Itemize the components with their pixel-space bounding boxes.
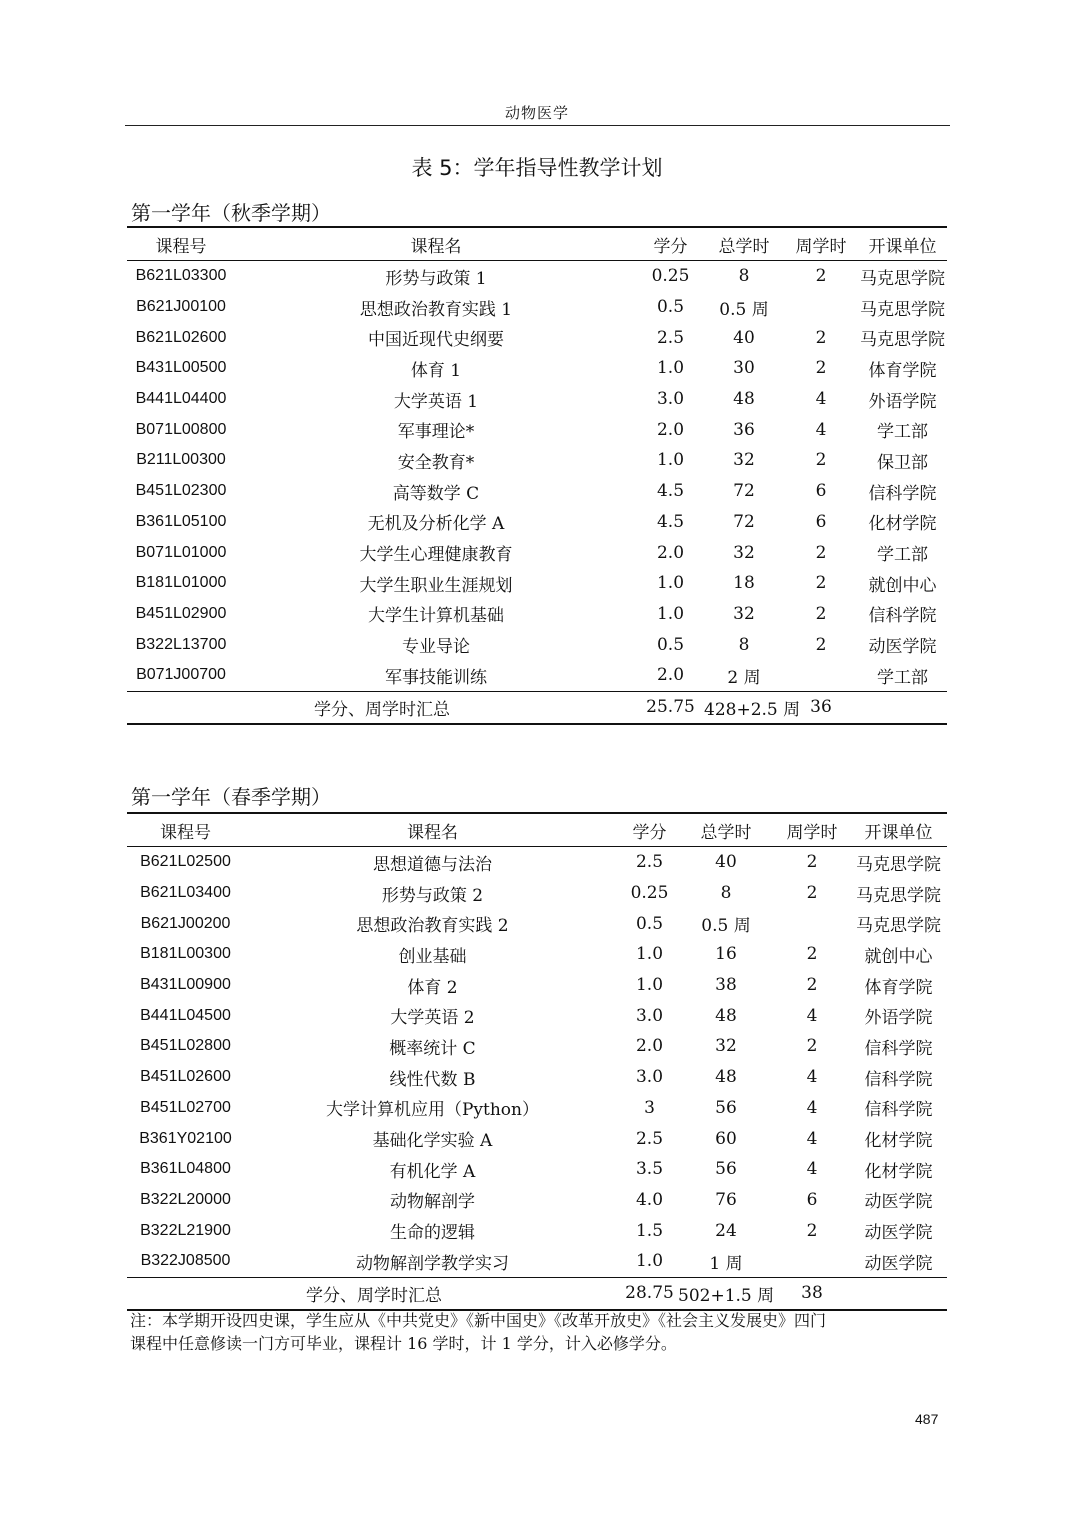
department-cell: 就创中心 — [864, 946, 933, 967]
course-code-cell: B431L00900 — [140, 976, 231, 994]
total-hours-cell: 72 — [733, 511, 755, 532]
page-number: 487 — [915, 1411, 939, 1427]
course-name-cell: 体育 2 — [407, 977, 458, 998]
course-name-cell: 思想政治教育实践 1 — [359, 299, 513, 320]
department-cell: 马克思学院 — [860, 299, 945, 320]
credits-cell: 1.0 — [656, 450, 685, 471]
column-header-credits: 学分 — [653, 236, 688, 257]
total-hours-cell: 32 — [733, 542, 755, 563]
credits-cell: 0.25 — [630, 883, 669, 904]
course-name-cell: 基础化学实验 A — [372, 1131, 493, 1152]
course-name-cell: 无机及分析化学 A — [367, 514, 505, 535]
header-rule — [125, 125, 950, 126]
column-header-department: 开课单位 — [868, 236, 937, 257]
table-row — [127, 322, 947, 353]
table-row — [127, 1093, 947, 1124]
department-cell: 化材学院 — [864, 1161, 933, 1182]
course-code-cell: B322L21900 — [140, 1221, 231, 1239]
course-code-cell: B451L02700 — [140, 1098, 231, 1116]
department-cell: 马克思学院 — [856, 885, 941, 906]
course-code-cell: B621J00100 — [136, 298, 226, 316]
course-name-cell: 军事理论* — [397, 422, 475, 443]
course-code-cell: B451L02300 — [135, 482, 227, 500]
department-cell: 马克思学院 — [856, 854, 941, 875]
weekly-hours-cell: 6 — [815, 481, 827, 502]
course-name-cell: 创业基础 — [398, 946, 467, 967]
table-body — [127, 847, 947, 1278]
column-header-department: 开课单位 — [864, 822, 933, 843]
department-cell: 信科学院 — [868, 606, 937, 627]
weekly-hours-cell: 2 — [815, 266, 827, 287]
course-code-cell: B322L20000 — [140, 1190, 231, 1208]
department-cell: 化材学院 — [868, 514, 937, 535]
credits-cell: 3.0 — [635, 1067, 664, 1088]
table-row — [127, 599, 947, 630]
total-hours-cell: 18 — [733, 573, 755, 594]
course-code-cell: B071L01000 — [135, 543, 227, 561]
column-header-course-code: 课程号 — [155, 236, 207, 257]
total-label: 学分、周学时汇总 — [314, 699, 450, 720]
course-code-cell: B322J08500 — [140, 1252, 231, 1270]
course-name-cell: 大学英语 1 — [393, 391, 479, 412]
table-header-row — [127, 813, 947, 847]
total-hours-cell: 40 — [733, 327, 755, 348]
weekly-hours-cell: 2 — [815, 450, 827, 471]
credits-cell: 2.0 — [656, 665, 685, 686]
course-name-cell: 高等数学 C — [392, 483, 480, 504]
credits-cell: 0.5 — [656, 634, 685, 655]
course-code-cell: B621L02600 — [135, 328, 227, 346]
credits-cell: 1.5 — [635, 1220, 664, 1241]
course-code-cell: B322L13700 — [135, 635, 227, 653]
total-hours-cell: 32 — [715, 1036, 737, 1057]
table-row — [127, 445, 947, 476]
column-header-course-name: 课程名 — [410, 236, 462, 257]
total-hours-cell: 56 — [715, 1097, 737, 1118]
weekly-hours-cell: 2 — [815, 327, 827, 348]
total-hours-cell: 38 — [715, 975, 737, 996]
weekly-hours-cell: 2 — [806, 1036, 818, 1057]
footnote-line: 注：本学期开设四史课，学生应从《中共党史》《新中国史》《改革开放史》《社会主义发展史》四门 — [130, 1311, 827, 1330]
table-row — [127, 1062, 947, 1093]
total-hours-cell: 72 — [733, 481, 755, 502]
total-credits: 28.75 — [625, 1283, 674, 1304]
weekly-hours-cell: 4 — [806, 1005, 818, 1026]
department-cell: 化材学院 — [864, 1131, 933, 1152]
department-cell: 动医学院 — [864, 1223, 933, 1244]
course-code-cell: B181L00300 — [140, 945, 231, 963]
document-title: 表 5：学年指导性教学计划 — [411, 156, 663, 180]
weekly-hours-cell: 4 — [806, 1097, 818, 1118]
course-name-cell: 线性代数 B — [389, 1069, 476, 1090]
table-row — [127, 847, 947, 878]
weekly-hours-cell: 4 — [806, 1128, 818, 1149]
department-cell: 马克思学院 — [860, 268, 945, 289]
column-header-course-name: 课程名 — [407, 822, 458, 843]
weekly-hours-cell: 2 — [806, 883, 818, 904]
weekly-hours-cell: 2 — [815, 542, 827, 563]
total-credits: 25.75 — [646, 697, 695, 718]
weekly-hours-cell: 4 — [815, 389, 827, 410]
credits-cell: 4.5 — [656, 481, 685, 502]
total-weekly-hours: 36 — [810, 697, 832, 718]
weekly-hours-cell: 2 — [806, 1220, 818, 1241]
table-row — [127, 878, 947, 909]
department-cell: 动医学院 — [868, 637, 937, 658]
department-cell: 马克思学院 — [860, 330, 945, 351]
credits-cell: 4.0 — [635, 1189, 664, 1210]
department-cell: 动医学院 — [864, 1192, 933, 1213]
running-header: 动物医学 — [504, 104, 569, 122]
course-table-spring — [127, 812, 947, 1311]
department-cell: 动医学院 — [864, 1253, 933, 1274]
total-weekly-hours: 38 — [801, 1283, 823, 1304]
total-hours: 502+1.5 周 — [678, 1285, 775, 1306]
credits-cell: 4.5 — [656, 511, 685, 532]
total-row — [127, 691, 947, 724]
credits-cell: 1.0 — [656, 573, 685, 594]
column-header-weekly-hours: 周学时 — [786, 822, 838, 843]
table-row — [127, 629, 947, 660]
course-code-cell: B361Y02100 — [139, 1129, 232, 1147]
course-code-cell: B071L00800 — [135, 420, 227, 438]
total-hours-cell: 8 — [738, 634, 750, 655]
column-header-weekly-hours: 周学时 — [795, 236, 847, 257]
weekly-hours-cell: 2 — [806, 852, 818, 873]
course-code-cell: B071J00700 — [136, 666, 226, 684]
table-row — [127, 1246, 947, 1277]
course-name-cell: 中国近现代史纲要 — [368, 330, 504, 351]
weekly-hours-cell: 2 — [815, 634, 827, 655]
table-header-row — [127, 227, 947, 261]
department-cell: 体育学院 — [868, 360, 937, 381]
course-code-cell: B441L04500 — [140, 1006, 231, 1024]
department-cell: 信科学院 — [868, 483, 937, 504]
credits-cell: 3 — [644, 1097, 655, 1118]
course-code-cell: B621L02500 — [140, 853, 231, 871]
total-hours-cell: 8 — [720, 883, 732, 904]
department-cell: 保卫部 — [877, 452, 928, 473]
total-hours-cell: 56 — [715, 1159, 737, 1180]
weekly-hours-cell: 4 — [806, 1159, 818, 1180]
total-hours-cell: 1 周 — [709, 1253, 743, 1274]
table-row — [127, 537, 947, 568]
weekly-hours-cell: 6 — [815, 511, 827, 532]
credits-cell: 2.5 — [635, 852, 664, 873]
table-row — [127, 1123, 947, 1154]
course-name-cell: 形势与政策 2 — [381, 885, 484, 906]
course-code-cell: B621L03400 — [140, 884, 231, 902]
course-name-cell: 大学生职业生涯规划 — [359, 575, 513, 596]
course-table-autumn — [127, 226, 947, 725]
table-row — [127, 1185, 947, 1216]
course-name-cell: 大学生心理健康教育 — [359, 545, 513, 566]
table-row — [127, 1215, 947, 1246]
department-cell: 学工部 — [877, 545, 928, 566]
total-hours-cell: 60 — [715, 1128, 737, 1149]
department-cell: 学工部 — [877, 422, 928, 443]
table-row — [127, 970, 947, 1001]
credits-cell: 2.0 — [656, 419, 685, 440]
course-name-cell: 形势与政策 1 — [385, 268, 487, 289]
course-name-cell: 思想政治教育实践 2 — [356, 916, 509, 937]
course-name-cell: 概率统计 C — [389, 1038, 476, 1059]
total-hours: 428+2.5 周 — [704, 699, 801, 720]
course-name-cell: 动物解剖学 — [390, 1192, 475, 1213]
weekly-hours-cell: 2 — [806, 944, 818, 965]
table-row — [127, 939, 947, 970]
table-row — [127, 507, 947, 538]
credits-cell: 1.0 — [635, 944, 664, 965]
credits-cell: 0.5 — [656, 297, 685, 318]
total-hours-cell: 30 — [733, 358, 755, 379]
course-code-cell: B431L00500 — [135, 359, 227, 377]
course-name-cell: 大学计算机应用（Python） — [325, 1100, 539, 1121]
table-row — [127, 1154, 947, 1185]
course-code-cell: B181L01000 — [135, 574, 227, 592]
credits-cell: 3.0 — [635, 1005, 664, 1026]
course-code-cell: B211L00300 — [136, 451, 226, 469]
department-cell: 马克思学院 — [856, 916, 941, 937]
course-code-cell: B451L02600 — [140, 1068, 231, 1086]
course-code-cell: B451L02800 — [140, 1037, 231, 1055]
total-hours-cell: 16 — [715, 944, 737, 965]
total-row — [127, 1277, 947, 1310]
column-header-credits: 学分 — [632, 822, 667, 843]
course-name-cell: 大学英语 2 — [390, 1008, 475, 1029]
total-hours-cell: 76 — [715, 1189, 737, 1210]
total-hours-cell: 32 — [733, 450, 755, 471]
table-row — [127, 1031, 947, 1062]
section-title-autumn: 第一学年（秋季学期） — [131, 201, 331, 225]
section-title-spring: 第一学年（春季学期） — [131, 785, 331, 809]
credits-cell: 1.0 — [656, 603, 685, 624]
total-hours-cell: 24 — [715, 1220, 737, 1241]
table-row — [127, 384, 947, 415]
department-cell: 外语学院 — [868, 391, 937, 412]
department-cell: 信科学院 — [864, 1038, 933, 1059]
table-row — [127, 1000, 947, 1031]
total-hours-cell: 8 — [738, 266, 750, 287]
table-body — [127, 261, 947, 692]
total-empty-cell — [858, 691, 947, 724]
weekly-hours-cell: 2 — [815, 603, 827, 624]
weekly-hours-cell — [784, 660, 858, 691]
credits-cell: 2.5 — [635, 1128, 664, 1149]
credits-cell: 1.0 — [656, 358, 685, 379]
weekly-hours-cell — [784, 292, 858, 323]
course-name-cell: 军事技能训练 — [385, 667, 487, 688]
credits-cell: 0.5 — [635, 913, 664, 934]
total-hours-cell: 40 — [715, 852, 737, 873]
course-code-cell: B621J00200 — [140, 914, 231, 932]
course-name-cell: 大学生计算机基础 — [368, 606, 504, 627]
credits-cell: 2.0 — [656, 542, 685, 563]
table-row — [127, 908, 947, 939]
course-name-cell: 有机化学 A — [389, 1161, 476, 1182]
course-code-cell: B621L03300 — [135, 267, 227, 285]
column-header-course-code: 课程号 — [160, 822, 211, 843]
credits-cell: 0.25 — [651, 266, 690, 287]
column-header-total-hours: 总学时 — [700, 822, 752, 843]
table-row — [127, 476, 947, 507]
weekly-hours-cell: 2 — [815, 358, 827, 379]
table-row — [127, 353, 947, 384]
weekly-hours-cell: 2 — [815, 573, 827, 594]
department-cell: 信科学院 — [864, 1100, 933, 1121]
department-cell: 信科学院 — [864, 1069, 933, 1090]
footnote-line: 课程中任意修读一门方可毕业，课程计 16 学时，计 1 学分，计入必修学分。 — [130, 1334, 677, 1353]
credits-cell: 2.5 — [656, 327, 685, 348]
course-name-cell: 动物解剖学教学实习 — [356, 1253, 509, 1274]
department-cell: 学工部 — [877, 667, 928, 688]
table-row — [127, 660, 947, 691]
department-cell: 就创中心 — [868, 575, 937, 596]
total-empty-cell — [850, 1277, 947, 1310]
course-code-cell: B361L04800 — [140, 1160, 231, 1178]
total-hours-cell: 48 — [715, 1067, 737, 1088]
course-code-cell: B441L04400 — [135, 390, 227, 408]
course-name-cell: 体育 1 — [410, 360, 462, 381]
total-label: 学分、周学时汇总 — [306, 1285, 442, 1306]
course-code-cell: B361L05100 — [135, 512, 227, 530]
credits-cell: 1.0 — [635, 975, 664, 996]
course-code-cell: B451L02900 — [135, 604, 227, 622]
total-hours-cell: 36 — [733, 419, 755, 440]
credits-cell: 3.5 — [635, 1159, 664, 1180]
department-cell: 外语学院 — [864, 1008, 933, 1029]
column-header-total-hours: 总学时 — [718, 236, 770, 257]
weekly-hours-cell: 6 — [806, 1189, 818, 1210]
weekly-hours-cell — [774, 908, 850, 939]
weekly-hours-cell: 4 — [806, 1067, 818, 1088]
table-row — [127, 292, 947, 323]
course-name-cell: 专业导论 — [402, 637, 470, 658]
total-hours-cell: 0.5 周 — [719, 299, 769, 320]
course-name-cell: 思想道德与法治 — [373, 854, 492, 875]
course-name-cell: 生命的逻辑 — [390, 1223, 475, 1244]
table-row — [127, 261, 947, 292]
credits-cell: 3.0 — [656, 389, 685, 410]
total-hours-cell: 48 — [733, 389, 755, 410]
weekly-hours-cell: 4 — [815, 419, 827, 440]
total-hours-cell: 32 — [733, 603, 755, 624]
weekly-hours-cell: 2 — [806, 975, 818, 996]
weekly-hours-cell — [774, 1246, 850, 1277]
credits-cell: 2.0 — [635, 1036, 664, 1057]
total-hours-cell: 2 周 — [727, 667, 761, 688]
department-cell: 体育学院 — [864, 977, 933, 998]
course-name-cell: 安全教育* — [397, 452, 475, 473]
table-row — [127, 568, 947, 599]
footnote — [130, 1309, 945, 1355]
total-hours-cell: 0.5 周 — [701, 916, 751, 937]
credits-cell: 1.0 — [635, 1251, 664, 1272]
table-row — [127, 414, 947, 445]
total-hours-cell: 48 — [715, 1005, 737, 1026]
